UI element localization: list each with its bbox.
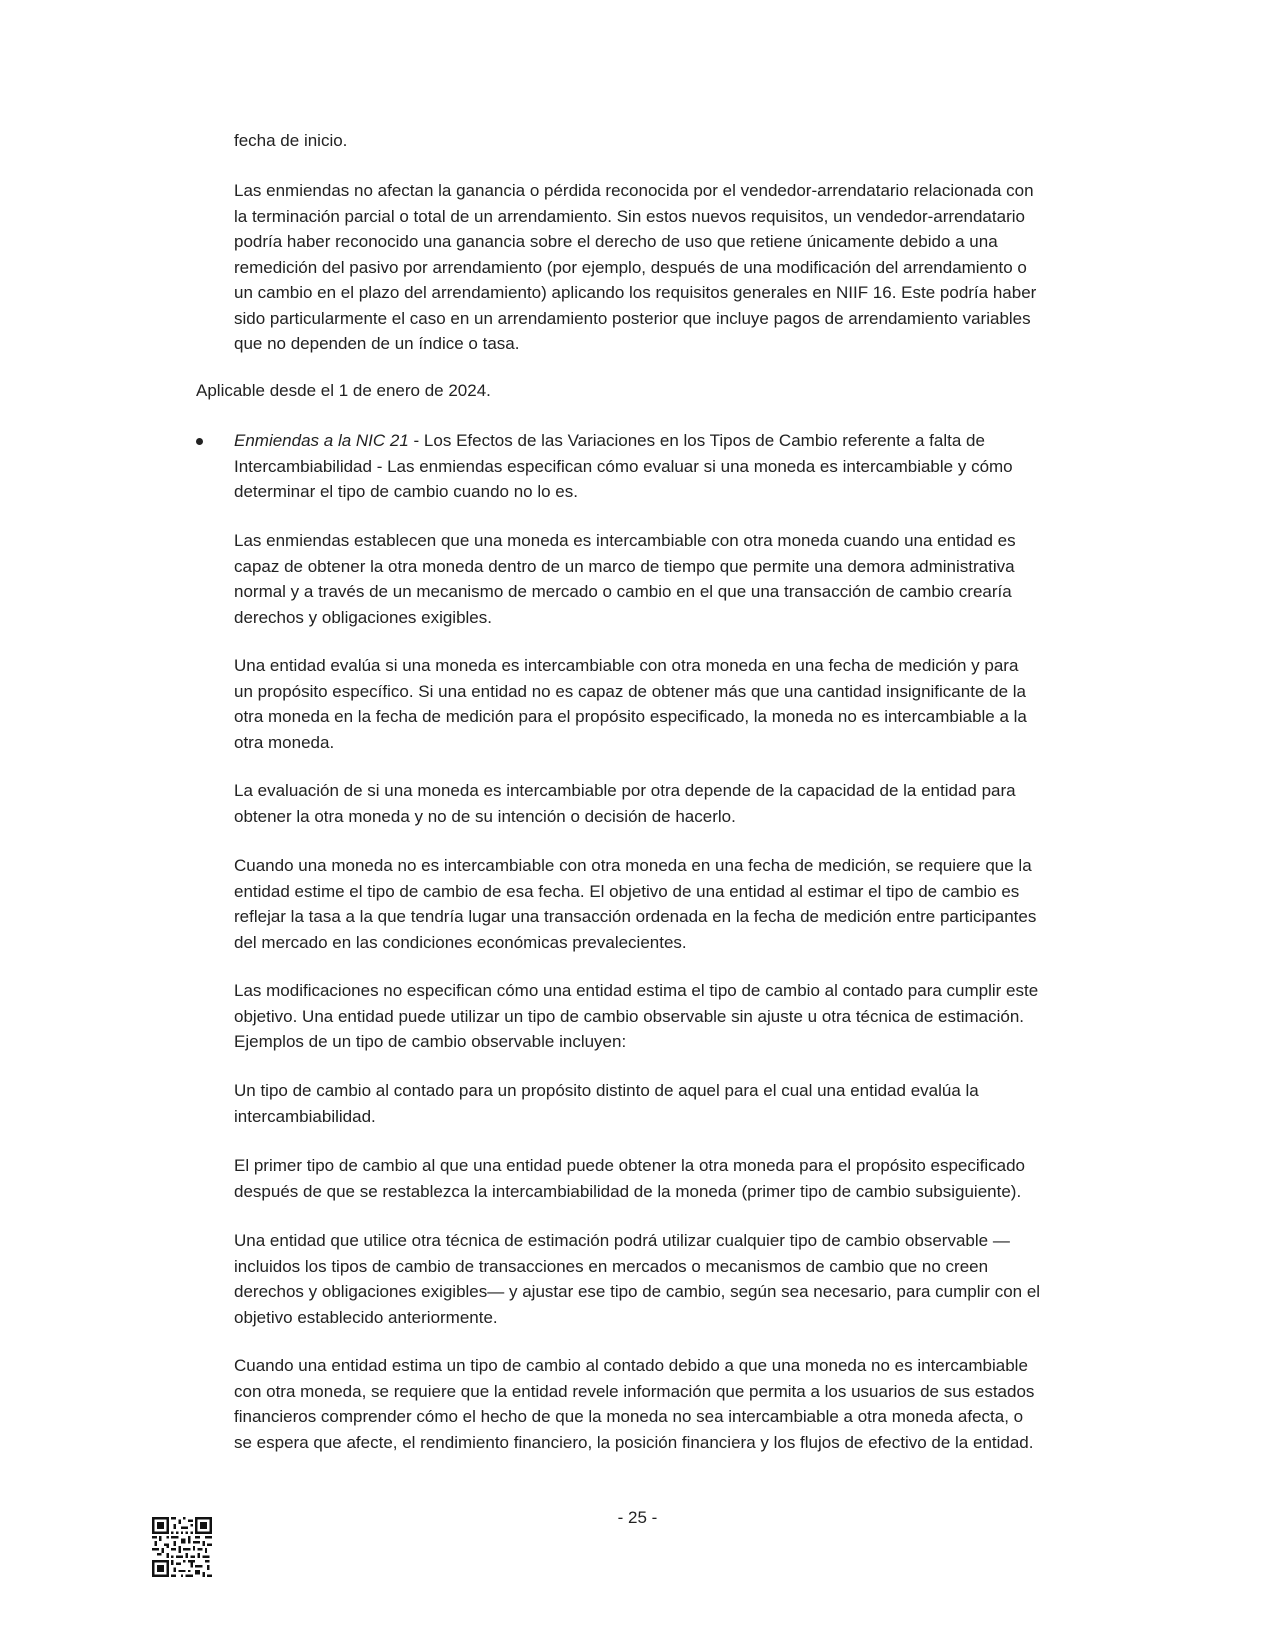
line: del mercado en las condiciones económicas prevalecientes.	[234, 932, 687, 952]
paragraph-aplicable	[196, 378, 491, 404]
line: obtener la otra moneda y no de su intención o decisión de hacerlo.	[234, 806, 736, 826]
line: un propósito específico. Si una entidad no es capaz de obtener más que una cantidad insignificante de la	[234, 681, 1026, 701]
line: Las enmiendas no afectan la ganancia o pérdida reconocida por el vendedor-arrendatario relacionada con	[234, 181, 1034, 200]
line: que no dependen de un índice o tasa.	[234, 334, 520, 353]
line: remedición del pasivo por arrendamiento (por ejemplo, después de una modificación del arrendamiento o	[234, 257, 1027, 277]
paragraph-entidad-evalua	[234, 653, 1027, 755]
line: Cuando una moneda no es intercambiable con otra moneda en una fecha de medición, se requiere que la	[234, 856, 1032, 875]
paragraph-revelacion	[234, 1353, 1034, 1455]
paragraph-otra-tecnica	[234, 1228, 1040, 1330]
paragraph-fecha-inicio	[234, 128, 347, 154]
line: entidad estime el tipo de cambio de esa fecha. El objetivo de una entidad al estimar el tipo de cambio es	[234, 881, 1020, 901]
paragraph-moneda-intercambiable	[234, 528, 1016, 630]
line	[234, 428, 1013, 454]
line: Aplicable desde el 1 de enero de 2024.	[196, 381, 491, 400]
line: sido particularmente el caso en un arrendamiento posterior que incluye pagos de arrendamiento variables	[234, 308, 1031, 328]
line: un cambio en el plazo del arrendamiento) aplicando los requisitos generales en NIIF 16. Este podría haber	[234, 283, 1037, 302]
line: podría haber reconocido una ganancia sobre el derecho de uso que retiene únicamente debido a una	[234, 232, 998, 251]
line: derechos y obligaciones exigibles— y ajustar ese tipo de cambio, según sea necesario, para cumplir con el	[234, 1282, 1041, 1301]
line: Un tipo de cambio al contado para un propósito distinto de aquel para el cual una entidad evalúa la	[234, 1081, 979, 1100]
line: Cuando una entidad estima un tipo de cambio al contado debido a que una moneda no es intercambiable	[234, 1356, 1028, 1375]
line: otra moneda en la fecha de medición para el propósito especificado, la moneda no es intercambiable a la	[234, 707, 1027, 726]
line: El primer tipo de cambio al que una entidad puede obtener la otra moneda para el propósito especificado	[234, 1156, 1026, 1175]
line: Una entidad evalúa si una moneda es intercambiable con otra moneda en una fecha de medición y para	[234, 656, 1019, 675]
paragraph-evaluacion	[234, 778, 1016, 829]
line: Ejemplos de un tipo de cambio observable incluyen:	[234, 1032, 627, 1051]
paragraph-tipo-contado	[234, 1078, 979, 1129]
bullet-icon	[196, 438, 203, 445]
page-number: - 25 -	[617, 1508, 658, 1527]
line: determinar el tipo de cambio cuando no lo es.	[234, 482, 578, 501]
paragraph-modificaciones	[234, 978, 1038, 1055]
line: Una entidad que utilice otra técnica de estimación podrá utilizar cualquier tipo de cambio observable —	[234, 1231, 1010, 1250]
line: fecha de inicio.	[234, 131, 348, 150]
paragraph-moneda-no-intercambiable	[234, 853, 1036, 955]
line: capaz de obtener la otra moneda dentro de un marco de tiempo que permite una demora administrativa	[234, 556, 1015, 576]
line: intercambiabilidad.	[234, 1106, 376, 1126]
line: después de que se restablezca la intercambiabilidad de la moneda (primer tipo de cambio subsiguiente).	[234, 1181, 1022, 1201]
line: normal y a través de un mecanismo de mercado o cambio en el que una transacción de cambio crearía	[234, 582, 1012, 601]
line: otra moneda.	[234, 732, 335, 752]
line: financieros comprender cómo el hecho de que la moneda no sea intercambiable a otra moneda afecta, o	[234, 1407, 1024, 1426]
paragraph-nic-21	[234, 428, 1013, 505]
paragraph-enmiendas-ganancia	[234, 178, 1036, 357]
line: se espera que afecte, el rendimiento financiero, la posición financiera y los flujos de efectivo de la entidad.	[234, 1432, 1034, 1452]
nic-21-subtitle: - Los Efectos de las Variaciones en los Tipos de Cambio referente a falta de	[408, 431, 985, 450]
line: derechos y obligaciones exigibles.	[234, 607, 492, 627]
line: objetivo establecido anteriormente.	[234, 1307, 498, 1327]
line: Las modificaciones no especifican cómo una entidad estima el tipo de cambio al contado para cumplir este	[234, 981, 1039, 1000]
line: Intercambiabilidad - Las enmiendas especifican cómo evaluar si una moneda es intercambiable y cómo	[234, 456, 1013, 476]
line: con otra moneda, se requiere que la entidad revele información que permita a los usuarios de sus estados	[234, 1381, 1035, 1401]
line: reflejar la tasa a la que tendría lugar una transacción ordenada en la fecha de medición entre participantes	[234, 907, 1037, 926]
line: La evaluación de si una moneda es intercambiable por otra depende de la capacidad de la entidad para	[234, 781, 1016, 800]
nic-21-title: Enmiendas a la NIC 21	[234, 431, 409, 450]
paragraph-primer-tipo	[234, 1153, 1025, 1204]
line: objetivo. Una entidad puede utilizar un tipo de cambio observable sin ajuste u otra técnica de estimación.	[234, 1006, 1025, 1026]
line: incluidos los tipos de cambio de transacciones en mercados o mecanismos de cambio que no creen	[234, 1256, 989, 1276]
line: Las enmiendas establecen que una moneda es intercambiable con otra moneda cuando una entidad es	[234, 531, 1016, 550]
line: la terminación parcial o total de un arrendamiento. Sin estos nuevos requisitos, un vendedor-arrendatario	[234, 206, 1025, 226]
